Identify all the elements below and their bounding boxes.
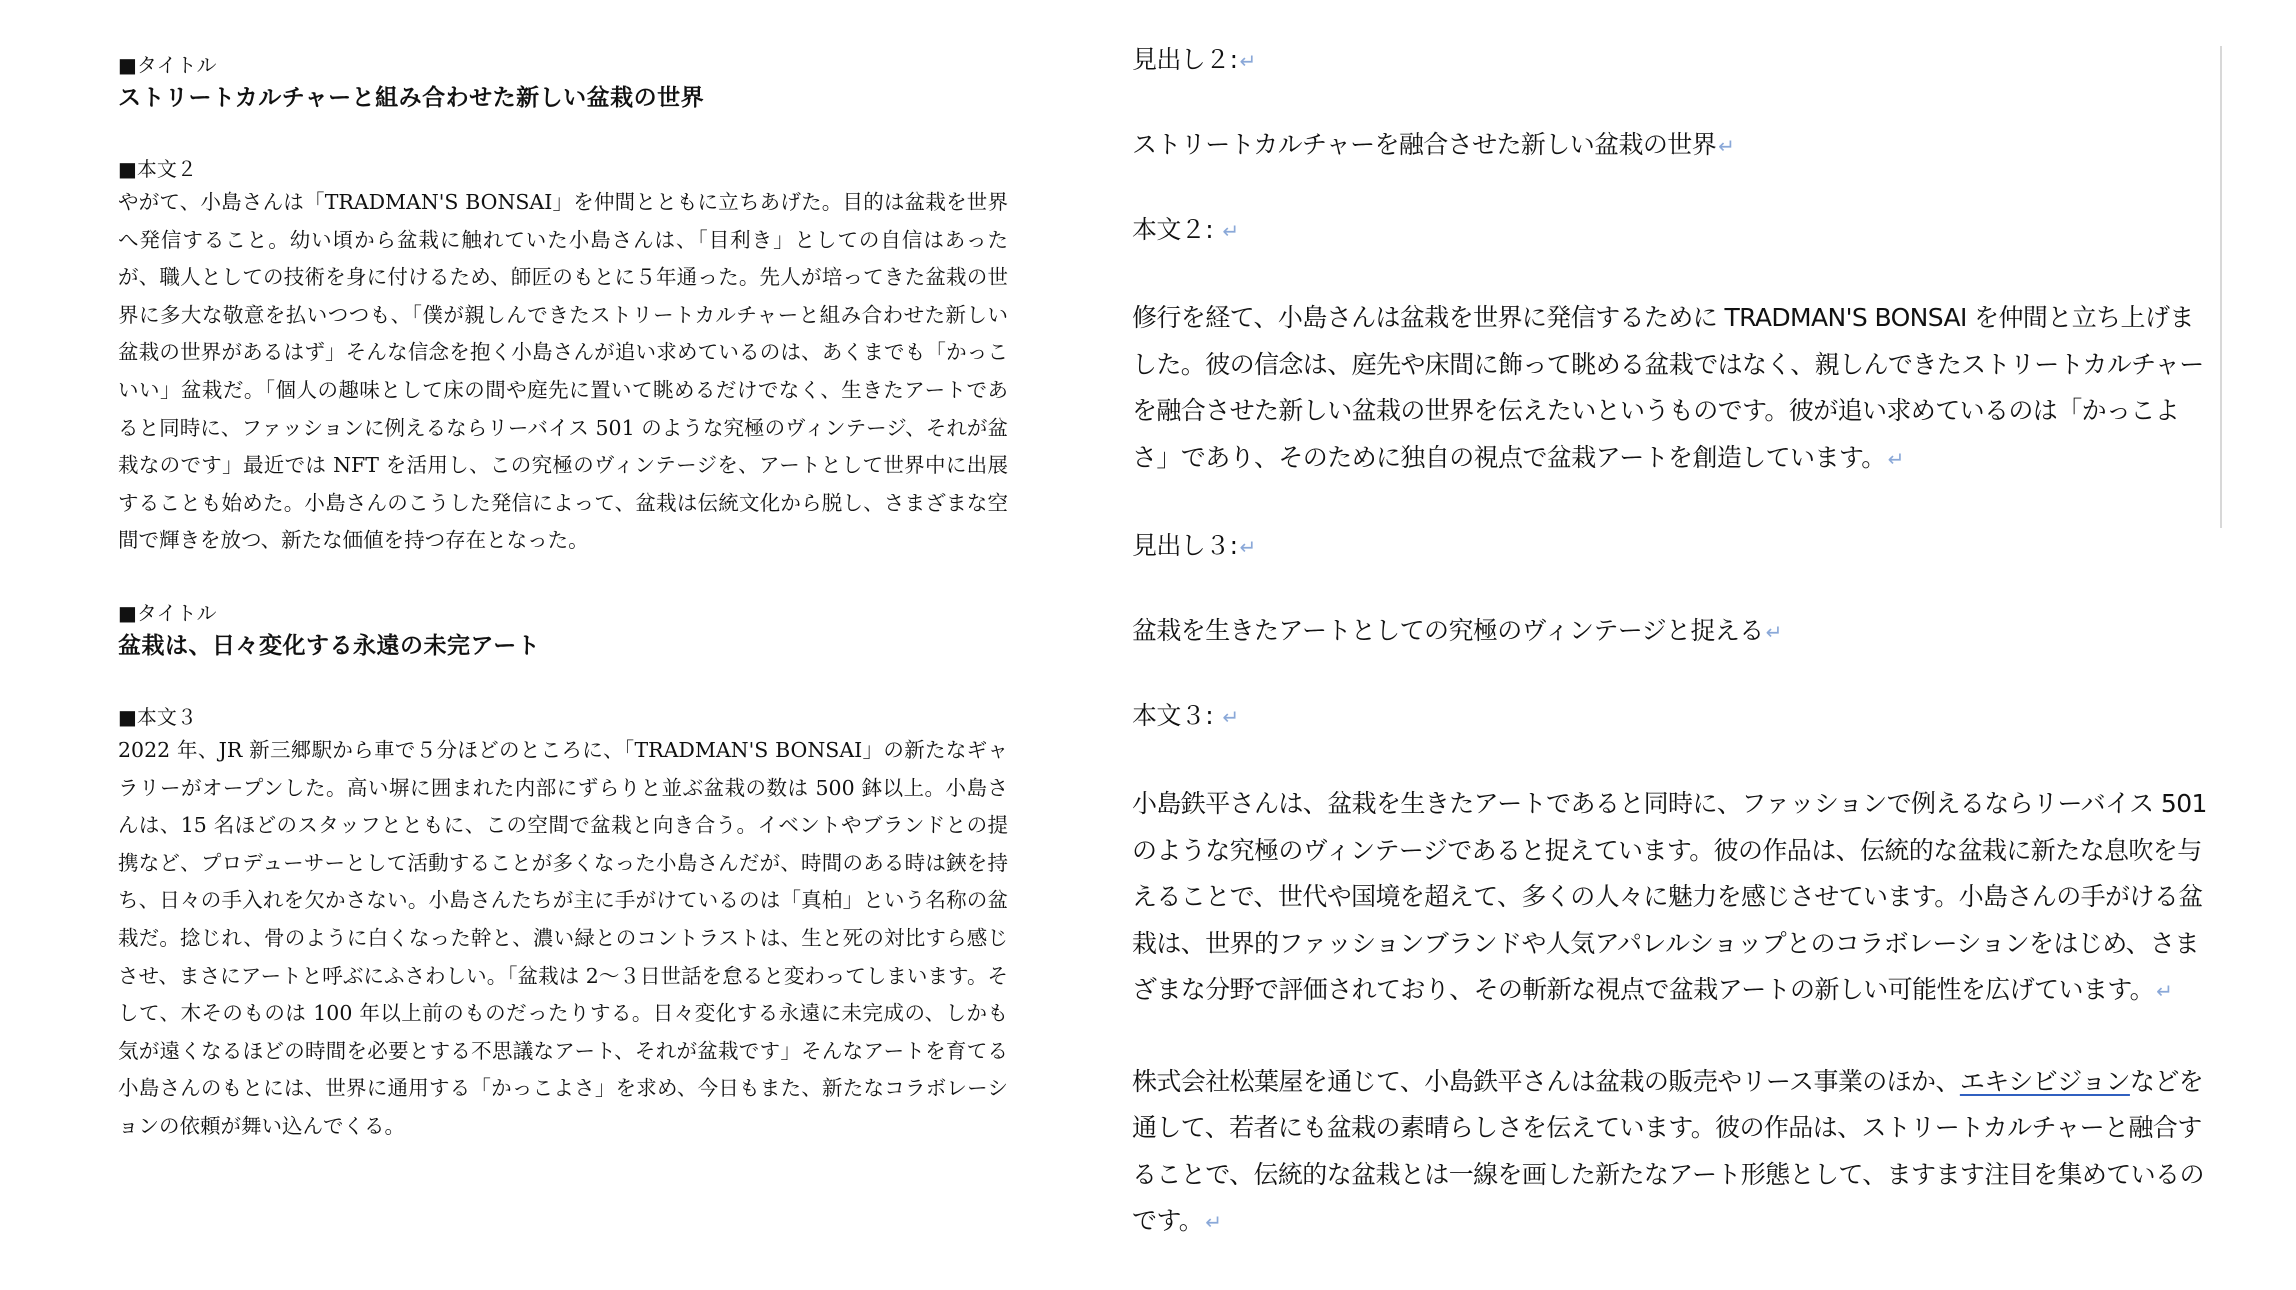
section-label: ■タイトル xyxy=(118,53,217,77)
return-mark-icon: ↵ xyxy=(1239,49,1256,73)
heading-text: ストリートカルチャーを融合させた新しい盆栽の世界 ↵ xyxy=(1132,130,1735,159)
return-mark-icon: ↵ xyxy=(2156,979,2173,1003)
return-mark-icon: ↵ xyxy=(1239,535,1256,559)
return-mark-icon: ↵ xyxy=(1887,446,1904,471)
section-label: ■タイトル xyxy=(118,600,217,625)
rewritten-article xyxy=(1132,40,2212,1290)
body-label: 本文２: ↵ xyxy=(1132,215,1239,244)
return-mark-icon: ↵ xyxy=(1765,620,1782,644)
heading-text: 盆栽を生きたアートとしての究極のヴィンテージと捉える ↵ xyxy=(1132,616,1782,645)
body-label: 本文３: ↵ xyxy=(1132,701,1239,730)
return-mark-icon: ↵ xyxy=(1222,705,1239,729)
section-title: 盆栽は、日々変化する永遠の未完アート xyxy=(118,631,541,659)
return-mark-icon: ↵ xyxy=(1205,1210,1222,1234)
return-mark-icon: ↵ xyxy=(1222,219,1239,243)
return-mark-icon: ↵ xyxy=(1718,134,1735,158)
original-article xyxy=(118,50,1008,1183)
section-title: ストリートカルチャーと組み合わせた新しい盆栽の世界 xyxy=(118,84,705,111)
heading-label: 見出し２: ↵ xyxy=(1132,45,1256,74)
body-paragraph: 株式会社松葉屋を通じて、小島鉄平さんは盆栽の販売やリース事業のほか、エキシビジョンなどを通して、若者にも盆栽の素晴らしさを伝えています。彼の作品は、ストリートカルチャーと融合することで、伝統的な盆栽とは一線を画した新たなアート形態として、ますます注目を集めているのです。 ↵ xyxy=(1132,1066,2204,1235)
body-text: やがて、小島さんは「TRADMAN'S BONSAI」を仲間とともに立ちあげた。目的は盆栽を世界へ発信すること。幼い頃から盆栽に触れていた小島さんは、「目利き」としての自信はあったが、職人としての技術を身に付けるため、師匠のもとに５年通った。先人が培ってきた盆栽の世界に多大な敬意を払いつつも、「僕が親しんできたストリートカルチャーと組み合わせた新しい盆栽の世界があるはず」そんな信念を抱く小島さんが追い求めているのは、あくまでも「かっこいい」盆栽だ。「個人の趣味として床の間や庭先に置いて眺めるだけでなく、生きたアートであると同時に、ファッションに例えるならリーバイス 501 のような究極のヴィンテージ、それが盆栽なのです」最近では NFT を活用し、この究極のヴィンテージを、アートとして世界中に出展することも始めた。小島さんのこうした発信によって、盆栽は伝統文化から脱し、さまざまな空間で輝きを放つ、新たな価値を持つ存在となった。 xyxy=(118,190,1008,553)
section-label: ■本文３ xyxy=(118,704,197,729)
section-label: ■本文２ xyxy=(118,157,197,181)
spellcheck-underlined-word[interactable]: エキシビジョン xyxy=(1959,1066,2130,1096)
page-edge-divider xyxy=(2220,46,2222,528)
heading-label: 見出し３: ↵ xyxy=(1132,531,1256,560)
body-paragraph: 小島鉄平さんは、盆栽を生きたアートであると同時に、ファッションで例えるならリーバイス 501 のような究極のヴィンテージであると捉えています。彼の作品は、伝統的な盆栽に新たな息吹を与えることで、世代や国境を超えて、多くの人々に魅力を感じさせています。小島さんの手がける盆栽は、世界的ファッションブランドや人気アパレルショップとのコラボレーションをはじめ、さまざまな分野で評価されており、その斬新な視点で盆栽アートの新しい可能性を広げています。 ↵ xyxy=(1132,789,2207,1004)
body-text: 2022 年、JR 新三郷駅から車で５分ほどのところに、「TRADMAN'S BONSAI」の新たなギャラリーがオープンした。高い塀に囲まれた内部にずらりと並ぶ盆栽の数は 500 鉢以上。小島さんは、15 名ほどのスタッフとともに、この空間で盆栽と向き合う。イベントやブランドとの提携など、プロデューサーとして活動することが多くなった小島さんだが、時間のある時は鋏を持ち、日々の手入れを欠かさない。小島さんたちが主に手がけているのは「真柏」という名称の盆栽だ。捻じれ、骨のように白くなった幹と、濃い緑とのコントラストは、生と死の対比すら感じさせ、まさにアートと呼ぶにふさわしい。「盆栽は 2〜３日世話を怠ると変わってしまいます。そして、木そのものは 100 年以上前のものだったりする。日々変化する永遠に未完成の、しかも気が遠くなるほどの時間を必要とする不思議なアート、それが盆栽です」そんなアートを育てる小島さんのもとには、世界に通用する「かっこよさ」を求め、今日もまた、新たなコラボレーションの依頼が舞い込んでくる。 xyxy=(118,737,1008,1138)
body-paragraph: 修行を経て、小島さんは盆栽を世界に発信するために TRADMAN'S BONSAI を仲間と立ち上げました。彼の信念は、庭先や床間に飾って眺める盆栽ではなく、親しんできたストリートカルチャーを融合させた新しい盆栽の世界を伝えたいというものです。彼が追い求めているのは「かっこよさ」であり、そのために独自の視点で盆栽アートを創造しています。 ↵ xyxy=(1132,303,2204,472)
